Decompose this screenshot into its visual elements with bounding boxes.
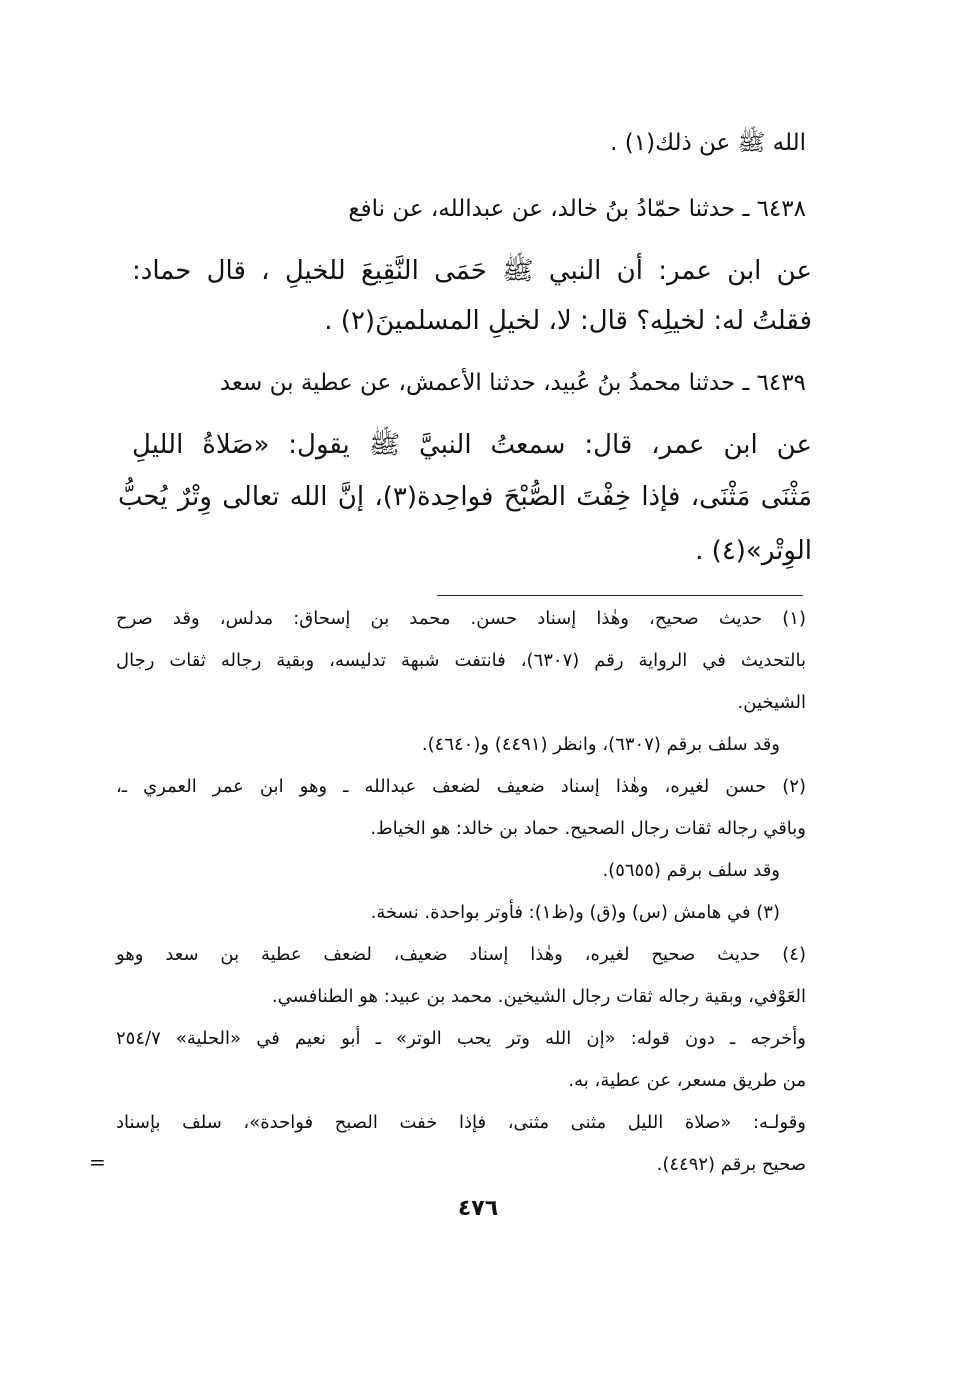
hadith-6439-matn-line: مَثْنَى مَثْنَى، فإذا خِفْتَ الصُّبْحَ فواحِدة(٣)، إنَّ الله تعالى وِتْرٌ يُحبُّ	[118, 482, 812, 512]
footnote-1-line: الشيخين.	[737, 692, 806, 713]
footnote-4-line: من طريق مسعر، عن عطية، به.	[568, 1070, 806, 1091]
footnote-4-line: صحيح برقم (٤٤٩٢).	[656, 1154, 806, 1175]
hadith-6438-isnad: ٦٤٣٨ ـ حدثنا حمّادُ بنُ خالد، عن عبدالله، عن نافع	[348, 196, 806, 222]
footnote-4-line: (٤) حديث صحيح لغيره، وهٰذا إسناد ضعيف، لضعف عطية بن سعد وهو	[116, 944, 806, 965]
footnote-4-line: وأخرجه ـ دون قوله: «إن الله وتر يحب الوتر» ـ أبو نعيم في «الحلية» ٢٥٤/٧	[116, 1028, 806, 1049]
hadith-6438-matn-line: عن ابن عمر: أن النبي ﷺ حَمَى النَّقِيعَ للخيلِ ، قال حماد:	[132, 256, 812, 286]
hadith-6439-matn-line: عن ابن عمر، قال: سمعتُ النبيَّ ﷺ يقول: «صَلاةُ الليلِ	[132, 430, 812, 460]
footnote-1-line: وقد سلف برقم (٦٣٠٧)، وانظر (٤٤٩١) و(٤٦٤٠).	[421, 734, 780, 755]
footnote-separator	[437, 595, 803, 596]
continuation-mark: =	[89, 1150, 106, 1174]
footnote-4-line: العَوْفي، وبقية رجاله ثقات رجال الشيخين. محمد بن عبيد: هو الطنافسي.	[271, 986, 806, 1007]
hadith-6439-isnad: ٦٤٣٩ ـ حدثنا محمدُ بنُ عُبيد، حدثنا الأعمش، عن عطية بن سعد	[219, 370, 806, 396]
footnote-4-line: وقولـه: «صلاة الليل مثنى مثنى، فإذا خفت الصبح فواحدة»، سلف بإسناد	[116, 1112, 806, 1133]
text-line: الله ﷺ عن ذلك(١) .	[610, 130, 806, 156]
footnote-2-line: (٢) حسن لغيره، وهٰذا إسناد ضعيف لضعف عبدالله ـ وهو ابن عمر العمري ـ،	[116, 776, 806, 797]
hadith-6439-matn-line: الوِتْر»(٤) .	[695, 536, 812, 566]
page-number: ٤٧٦	[457, 1196, 499, 1221]
footnote-3-line: (٣) في هامش (س) و(ق) و(ظ١): فأوتر بواحدة. نسخة.	[370, 902, 780, 923]
footnote-1-line: (١) حديث صحيح، وهٰذا إسناد حسن. محمد بن إسحاق: مدلس، وقد صرح	[116, 608, 806, 629]
footnote-1-line: بالتحديث في الرواية رقم (٦٣٠٧)، فانتفت شبهة تدليسه، وبقية رجاله ثقات رجال	[116, 650, 806, 671]
footnote-2-line: وقد سلف برقم (٥٦٥٥).	[602, 860, 780, 881]
footnote-2-line: وباقي رجاله ثقات رجال الصحيح. حماد بن خالد: هو الخياط.	[370, 818, 806, 839]
hadith-6438-matn-line: فقلتُ له: لخيلِه؟ قال: لا، لخيلِ المسلمينَ(٢) .	[324, 306, 812, 336]
